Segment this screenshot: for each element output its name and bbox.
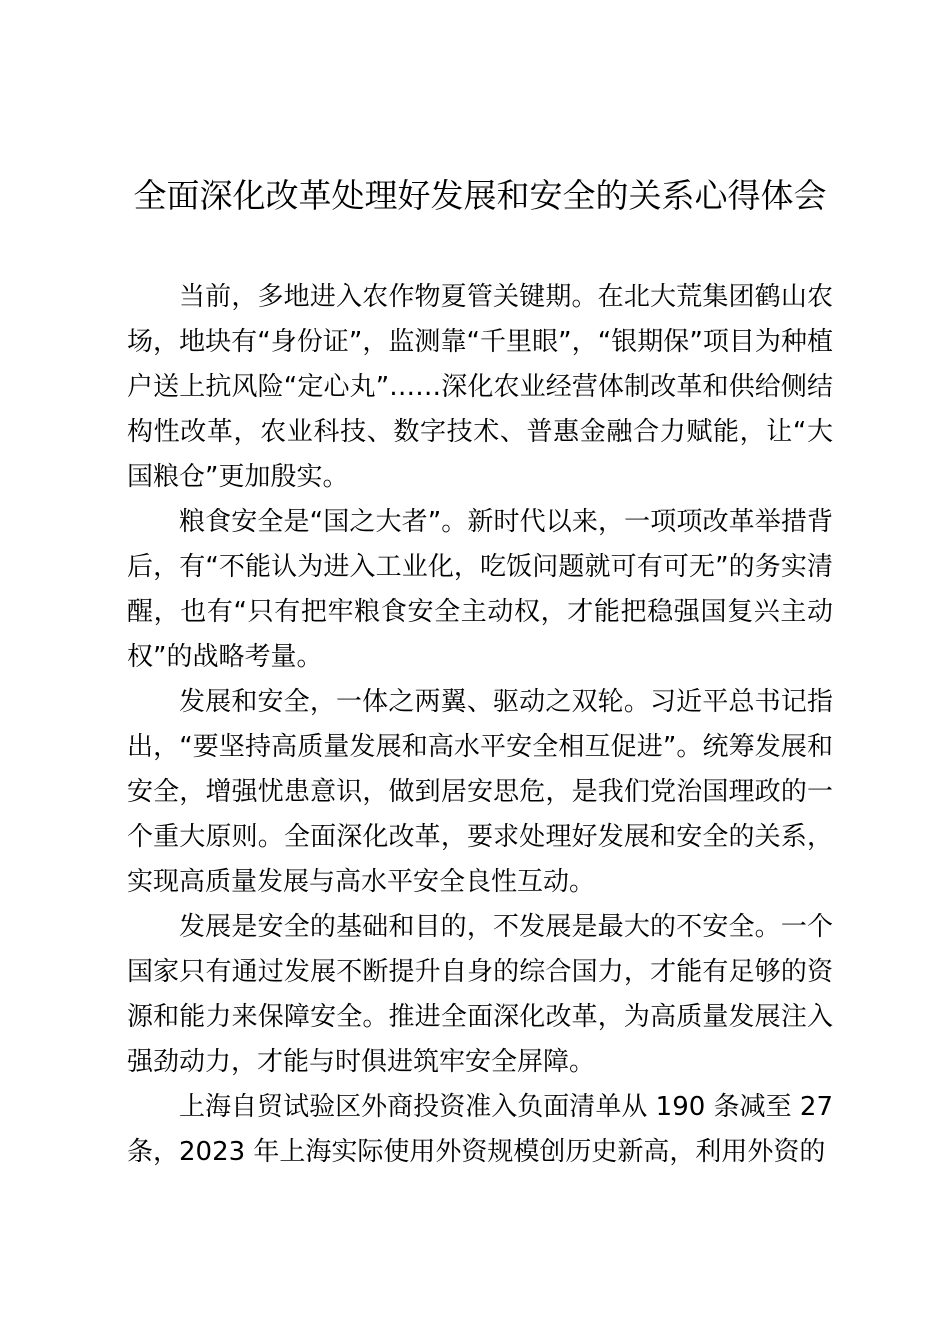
paragraph-2: 粮食安全是“国之大者”。新时代以来，一项项改革举措背后，有“不能认为进入工业化，吃饭问题就可有可无”的务实清醒，也有“只有把牢粮食安全主动权，才能把稳强国复兴主动权”的战略考量。 bbox=[127, 507, 833, 672]
document-body bbox=[127, 275, 833, 1175]
paragraph-3: 发展和安全，一体之两翼、驱动之双轮。习近平总书记指出，“要坚持高质量发展和高水平安全相互促进”。统筹发展和安全，增强忧患意识，做到居安思危，是我们党治国理政的一个重大原则。全面深化改革，要求处理好发展和安全的关系，实现高质量发展与高水平安全良性互动。 bbox=[127, 687, 833, 897]
paragraph-5: 上海自贸试验区外商投资准入负面清单从 190 条减至 27 条，2023 年上海实际使用外资规模创历史新高，利用外资的 bbox=[127, 1092, 833, 1167]
document-title: 全面深化改革处理好发展和安全的关系心得体会 bbox=[133, 176, 827, 215]
paragraph-4: 发展是安全的基础和目的，不发展是最大的不安全。一个国家只有通过发展不断提升自身的综合国力，才能有足够的资源和能力来保障安全。推进全面深化改革，为高质量发展注入强劲动力，才能与时俱进筑牢安全屏障。 bbox=[127, 912, 833, 1077]
paragraph-1: 当前，多地进入农作物夏管关键期。在北大荒集团鹤山农场，地块有“身份证”，监测靠“千里眼”，“银期保”项目为种植户送上抗风险“定心丸”……深化农业经营体制改革和供给侧结构性改革，农业科技、数字技术、普惠金融合力赋能，让“大国粮仓”更加殷实。 bbox=[127, 282, 833, 492]
